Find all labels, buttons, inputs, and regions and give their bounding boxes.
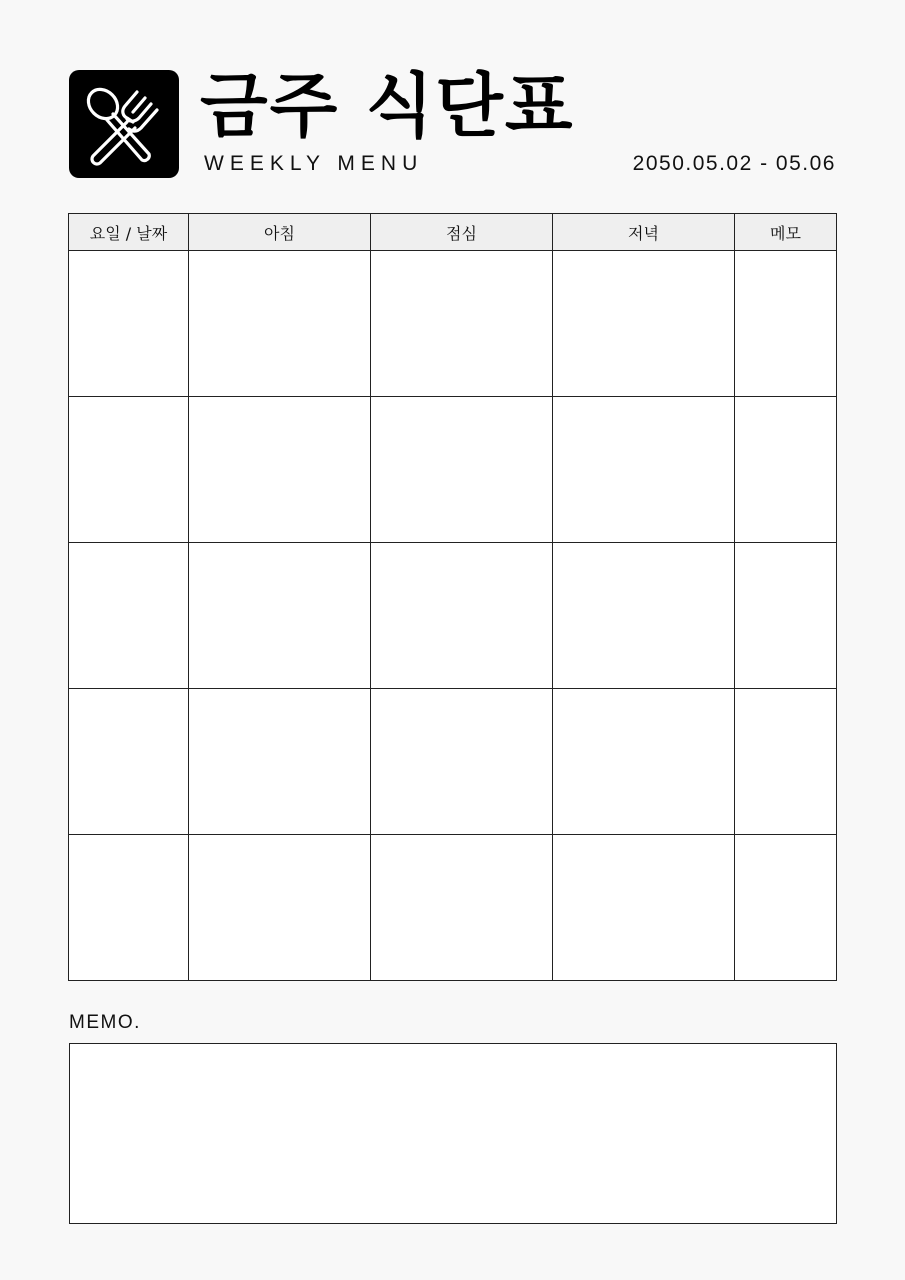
day-date-cell[interactable] [69,543,189,689]
dinner-cell[interactable] [553,251,735,397]
table-row [69,835,837,981]
table-row [69,397,837,543]
memo-cell[interactable] [735,251,837,397]
memo-cell[interactable] [735,543,837,689]
lunch-cell[interactable] [371,835,553,981]
memo-cell[interactable] [735,835,837,981]
day-date-cell[interactable] [69,251,189,397]
breakfast-cell[interactable] [189,397,371,543]
logo [69,70,179,178]
breakfast-cell[interactable] [189,689,371,835]
date-range: 2050.05.02 - 05.06 [632,152,836,175]
day-date-cell[interactable] [69,397,189,543]
breakfast-cell[interactable] [189,543,371,689]
column-header-day-date: 요일 / 날짜 [69,214,189,251]
dinner-cell[interactable] [553,835,735,981]
day-date-cell[interactable] [69,835,189,981]
memo-label: MEMO. [69,1012,141,1033]
column-header-dinner: 저녁 [553,214,735,251]
breakfast-cell[interactable] [189,251,371,397]
page-title: 금주 식단표 [200,65,575,147]
memo-box[interactable] [69,1043,837,1224]
column-header-breakfast: 아침 [189,214,371,251]
day-date-cell[interactable] [69,689,189,835]
lunch-cell[interactable] [371,543,553,689]
column-header-memo: 메모 [735,214,837,251]
table-header-row [69,214,837,251]
lunch-cell[interactable] [371,397,553,543]
lunch-cell[interactable] [371,251,553,397]
memo-cell[interactable] [735,689,837,835]
dinner-cell[interactable] [553,397,735,543]
spoon-fork-icon [79,80,169,168]
lunch-cell[interactable] [371,689,553,835]
table-row [69,689,837,835]
table-row [69,543,837,689]
breakfast-cell[interactable] [189,835,371,981]
page-subtitle: WEEKLY MENU [204,152,424,175]
dinner-cell[interactable] [553,543,735,689]
table-row [69,251,837,397]
column-header-lunch: 점심 [371,214,553,251]
weekly-menu-table [68,213,837,981]
dinner-cell[interactable] [553,689,735,835]
memo-cell[interactable] [735,397,837,543]
